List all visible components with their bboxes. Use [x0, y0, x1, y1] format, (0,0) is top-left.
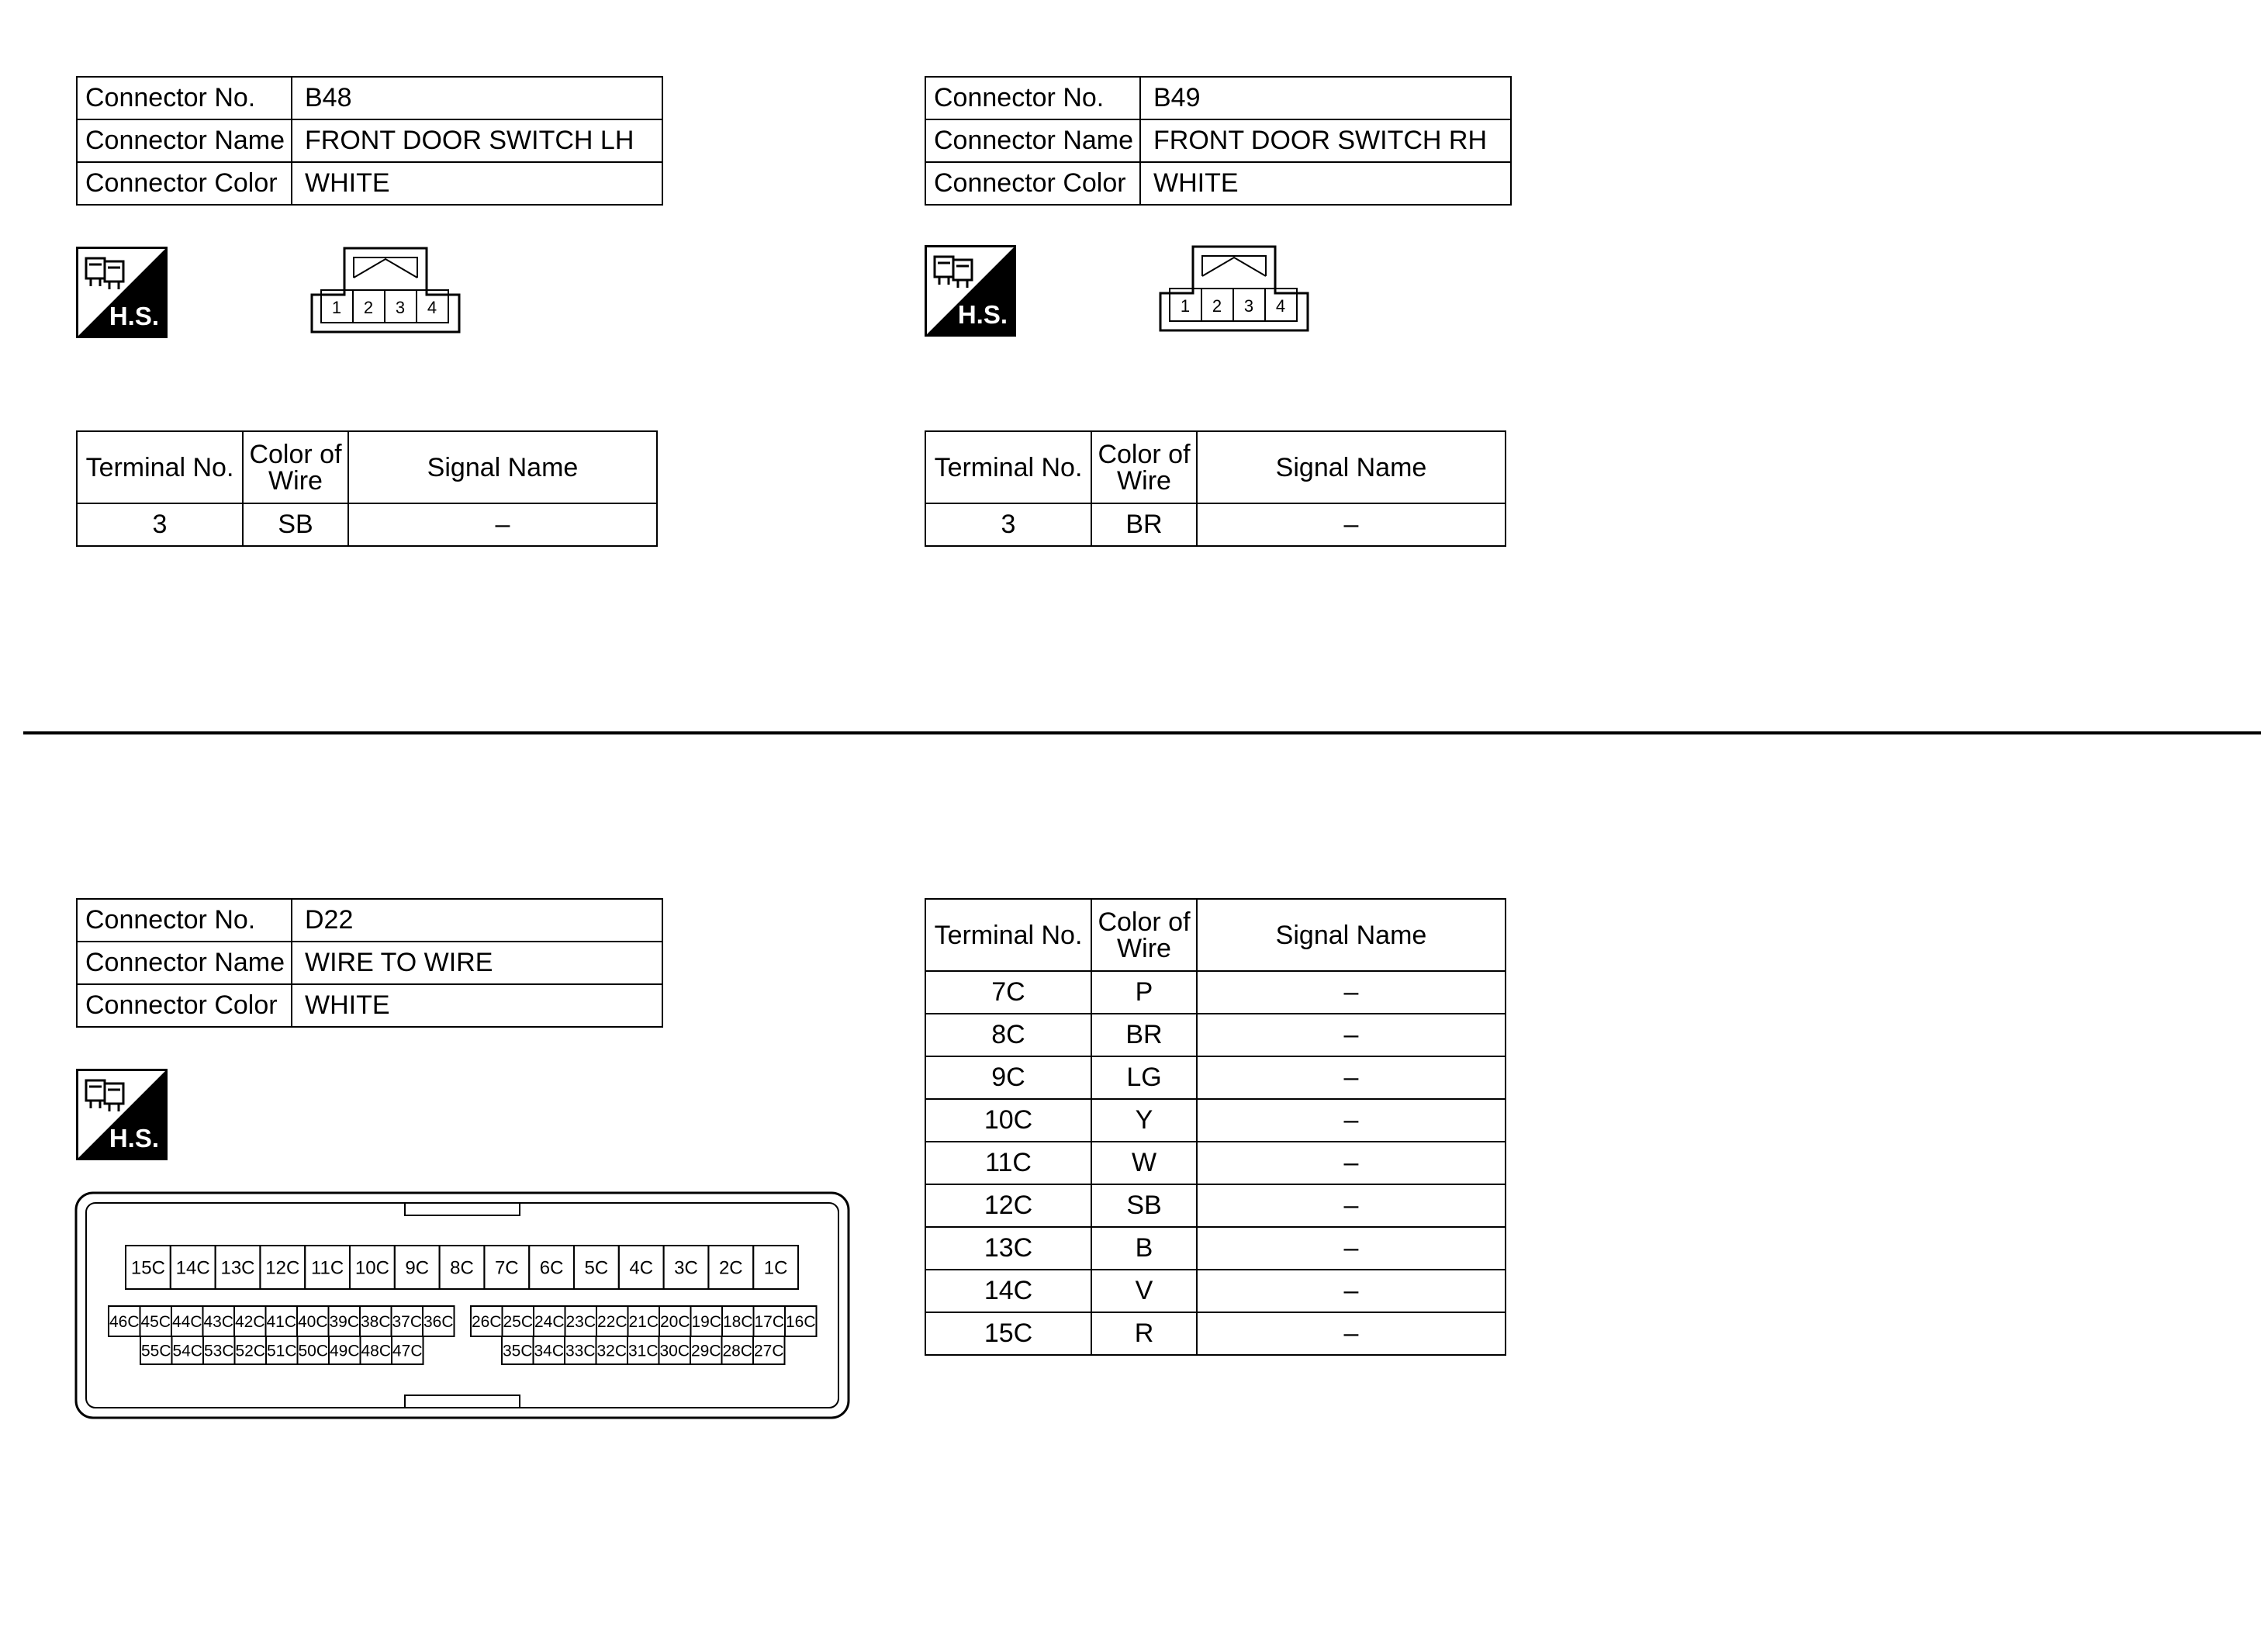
signal-name-cell: – — [348, 503, 657, 546]
harness-side-icon — [925, 245, 1016, 337]
connector-name-value: WIRE TO WIRE — [292, 942, 662, 984]
pin-label: 23C — [565, 1313, 596, 1332]
connector-no-label: Connector No. — [77, 77, 292, 119]
signal-name-cell: – — [1197, 1014, 1506, 1056]
table-row — [925, 1142, 1506, 1184]
signal-name-cell: – — [1197, 503, 1506, 546]
pin-label: 12C — [265, 1257, 300, 1279]
harness-side-icon — [76, 247, 168, 338]
wire-color-cell: SB — [1091, 1184, 1197, 1227]
b49-connector-info-table — [925, 76, 1512, 206]
b49-terminal-table — [925, 430, 1506, 547]
terminal-cell: 7C — [925, 971, 1091, 1014]
color-of-wire-header — [1091, 431, 1197, 503]
pin-label: 30C — [659, 1342, 690, 1360]
terminal-cell: 8C — [925, 1014, 1091, 1056]
connector-color-label: Connector Color — [77, 984, 292, 1027]
pin-label: 7C — [494, 1257, 519, 1279]
pin-label: 43C — [203, 1313, 234, 1332]
wire-color-cell: Y — [1091, 1099, 1197, 1142]
terminal-cell: 12C — [925, 1184, 1091, 1227]
connector-no-label: Connector No. — [77, 899, 292, 942]
hs-label: H.S. — [109, 302, 159, 330]
signal-name-cell: – — [1197, 1184, 1506, 1227]
connector-no-row — [925, 77, 1511, 119]
pin-label: 49C — [329, 1342, 360, 1360]
pin-label: 32C — [596, 1342, 627, 1360]
signal-name-cell: – — [1197, 1312, 1506, 1355]
section-divider — [23, 731, 2261, 734]
pin-label: 48C — [361, 1342, 392, 1360]
table-row — [925, 503, 1506, 546]
connector-color-row — [77, 984, 662, 1027]
table-row — [925, 1312, 1506, 1355]
connector-no-value: B49 — [1140, 77, 1511, 119]
connector-color-value: WHITE — [292, 984, 662, 1027]
pin-label: 2 — [1212, 296, 1222, 316]
color-of-header-line: Color of — [1098, 439, 1191, 469]
pin-label: 20C — [659, 1313, 690, 1332]
pin-label: 13C — [220, 1257, 255, 1279]
pin-label: 36C — [423, 1313, 454, 1332]
pin-label: 51C — [266, 1342, 297, 1360]
connector-name-label: Connector Name — [77, 942, 292, 984]
pin-label: 19C — [691, 1313, 722, 1332]
color-of-wire-header — [243, 431, 348, 503]
pin-label: 39C — [329, 1313, 360, 1332]
pin-label: 2 — [363, 298, 374, 317]
connector-no-label: Connector No. — [925, 77, 1140, 119]
pin-label: 41C — [266, 1313, 297, 1332]
pin-label: 54C — [172, 1342, 203, 1360]
pin-label: 42C — [234, 1313, 265, 1332]
pin-label: 24C — [534, 1313, 565, 1332]
connector-no-row — [77, 77, 662, 119]
connector-name-label: Connector Name — [925, 119, 1140, 162]
pin-label: 8C — [450, 1257, 474, 1279]
connector-name-value: FRONT DOOR SWITCH LH — [292, 119, 662, 162]
pin-label: 27C — [753, 1342, 784, 1360]
pin-label: 4 — [427, 298, 437, 317]
pin-label: 5C — [584, 1257, 609, 1279]
pin-label: 3C — [674, 1257, 698, 1279]
terminal-cell: 9C — [925, 1056, 1091, 1099]
signal-name-cell: – — [1197, 1227, 1506, 1270]
terminal-no-header: Terminal No. — [925, 431, 1091, 503]
table-row — [925, 1270, 1506, 1312]
pin-label: 4C — [629, 1257, 654, 1279]
pin-label: 37C — [392, 1313, 423, 1332]
connector-name-row — [77, 942, 662, 984]
pin-label: 16C — [785, 1313, 816, 1332]
pin-label: 4 — [1275, 296, 1286, 316]
connector-no-value: B48 — [292, 77, 662, 119]
connector-name-row — [925, 119, 1511, 162]
pin-label: 50C — [298, 1342, 329, 1360]
pin-label: 11C — [310, 1257, 344, 1279]
terminal-no-header: Terminal No. — [925, 899, 1091, 971]
connector-color-label: Connector Color — [77, 162, 292, 205]
pin-label: 14C — [175, 1257, 210, 1279]
terminal-table-header — [925, 899, 1506, 971]
terminal-cell: 11C — [925, 1142, 1091, 1184]
signal-name-cell: – — [1197, 971, 1506, 1014]
connector-color-label: Connector Color — [925, 162, 1140, 205]
signal-name-cell: – — [1197, 1099, 1506, 1142]
pin-label: 26C — [471, 1313, 502, 1332]
hs-label: H.S. — [109, 1124, 159, 1153]
b48-terminal-table — [76, 430, 658, 547]
color-of-wire-header — [1091, 899, 1197, 971]
connector-name-label: Connector Name — [77, 119, 292, 162]
terminal-no-header: Terminal No. — [77, 431, 243, 503]
pin-label: 22C — [596, 1313, 627, 1332]
d22-connector-info-table — [76, 898, 663, 1028]
pin-label: 1 — [1180, 296, 1191, 316]
color-of-header-line: Color of — [249, 439, 342, 469]
connector-name-row — [77, 119, 662, 162]
wire-header-line: Wire — [1117, 933, 1171, 963]
color-of-header-line: Color of — [1098, 907, 1191, 937]
d22-terminal-table — [925, 898, 1506, 1356]
terminal-cell: 13C — [925, 1227, 1091, 1270]
pin-label: 9C — [405, 1257, 430, 1279]
pin-label: 44C — [171, 1313, 202, 1332]
connector-no-row — [77, 899, 662, 942]
pin-label: 55C — [140, 1342, 171, 1360]
pin-label: 3 — [1243, 296, 1254, 316]
terminal-table-header — [77, 431, 657, 503]
pin-label: 52C — [235, 1342, 266, 1360]
terminal-cell: 14C — [925, 1270, 1091, 1312]
pin-label: 35C — [502, 1342, 533, 1360]
signal-name-header: Signal Name — [1197, 431, 1506, 503]
b49-connector-face-diagram — [1159, 245, 1311, 332]
b48-connector-info-table — [76, 76, 663, 206]
table-row — [925, 971, 1506, 1014]
signal-name-header: Signal Name — [1197, 899, 1506, 971]
pin-label: 1C — [763, 1257, 788, 1279]
b48-connector-face-diagram — [310, 247, 462, 334]
pin-label: 40C — [297, 1313, 328, 1332]
wire-color-cell: W — [1091, 1142, 1197, 1184]
wire-color-cell: LG — [1091, 1056, 1197, 1099]
table-row — [925, 1184, 1506, 1227]
connector-name-value: FRONT DOOR SWITCH RH — [1140, 119, 1511, 162]
pin-label: 29C — [690, 1342, 721, 1360]
table-row — [77, 503, 657, 546]
table-row — [925, 1014, 1506, 1056]
pin-label: 6C — [539, 1257, 564, 1279]
pin-label: 17C — [754, 1313, 785, 1332]
pin-label: 45C — [140, 1313, 171, 1332]
pin-label: 25C — [503, 1313, 534, 1332]
pin-label: 47C — [392, 1342, 423, 1360]
wire-color-cell: B — [1091, 1227, 1197, 1270]
wire-color-cell: BR — [1091, 1014, 1197, 1056]
connector-color-value: WHITE — [292, 162, 662, 205]
signal-name-cell: – — [1197, 1142, 1506, 1184]
terminal-cell: 3 — [925, 503, 1091, 546]
terminal-cell: 10C — [925, 1099, 1091, 1142]
harness-side-icon — [76, 1069, 168, 1160]
pin-label: 31C — [627, 1342, 659, 1360]
wire-header-line: Wire — [268, 465, 323, 496]
pin-label: 18C — [722, 1313, 753, 1332]
pin-label: 21C — [628, 1313, 659, 1332]
signal-name-cell: – — [1197, 1270, 1506, 1312]
pin-label: 33C — [565, 1342, 596, 1360]
pin-label: 10C — [354, 1257, 389, 1279]
pin-label: 28C — [722, 1342, 753, 1360]
terminal-cell: 3 — [77, 503, 243, 546]
connector-color-row — [925, 162, 1511, 205]
d22-connector-face-diagram — [74, 1191, 852, 1421]
wire-color-cell: V — [1091, 1270, 1197, 1312]
wire-color-cell: BR — [1091, 503, 1197, 546]
signal-name-header: Signal Name — [348, 431, 657, 503]
pin-label: 2C — [718, 1257, 743, 1279]
hs-label: H.S. — [957, 300, 1008, 329]
wire-color-cell: P — [1091, 971, 1197, 1014]
wire-color-cell: SB — [243, 503, 348, 546]
terminal-cell: 15C — [925, 1312, 1091, 1355]
table-row — [925, 1056, 1506, 1099]
pin-label: 53C — [203, 1342, 234, 1360]
terminal-table-header — [925, 431, 1506, 503]
pin-label: 38C — [360, 1313, 391, 1332]
pin-label: 46C — [109, 1313, 140, 1332]
pin-label: 3 — [395, 298, 406, 317]
connector-color-row — [77, 162, 662, 205]
pin-label: 34C — [534, 1342, 565, 1360]
wire-color-cell: R — [1091, 1312, 1197, 1355]
connector-color-value: WHITE — [1140, 162, 1511, 205]
pin-label: 1 — [331, 298, 342, 317]
signal-name-cell: – — [1197, 1056, 1506, 1099]
pin-label: 15C — [130, 1257, 165, 1279]
connector-no-value: D22 — [292, 899, 662, 942]
table-row — [925, 1099, 1506, 1142]
wire-header-line: Wire — [1117, 465, 1171, 496]
table-row — [925, 1227, 1506, 1270]
